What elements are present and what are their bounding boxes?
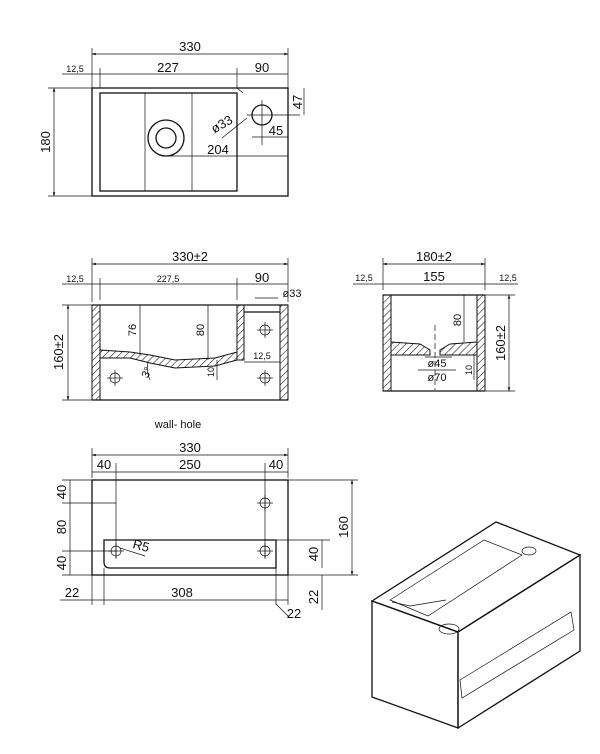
iso-top-face <box>372 522 580 632</box>
top-view-outline <box>92 88 288 196</box>
dim-height: 160 <box>336 516 351 538</box>
dim-right-width: 90 <box>254 60 270 75</box>
dim-slot-length: 308 <box>171 585 193 600</box>
wall-hole-title: wall- hole <box>154 419 202 431</box>
dim-tap-diameter: ø33 <box>208 112 236 137</box>
mount-hole-symbol <box>257 543 273 559</box>
dim-height: 160±2 <box>493 324 508 362</box>
side-section <box>353 249 518 391</box>
dim-overall-width: 330 <box>179 39 201 54</box>
dim-hole-spacing: 250 <box>179 457 201 472</box>
dim-tap-offset: 47 <box>290 94 305 110</box>
dim-bottom-thickness: 10 <box>464 364 474 376</box>
iso-tap-hole <box>522 547 536 555</box>
mount-hole-symbol <box>257 495 273 511</box>
side-bottom-hatch-left <box>391 342 430 355</box>
dim-drain-offset: 204 <box>207 142 229 157</box>
dim-left-margin: 22 <box>64 585 80 600</box>
left-wall-hatch <box>92 305 100 400</box>
dim-top-offset: 40 <box>54 484 69 500</box>
dim-bottom-margin: 22 <box>306 589 321 605</box>
dim-left-wall: 12,5 <box>355 273 373 283</box>
dim-left-margin: 12,5 <box>66 64 84 74</box>
dim-wall-thickness: 12,5 <box>253 351 271 361</box>
dim-height: 160±2 <box>51 333 66 371</box>
drain-outer-circle <box>148 120 184 156</box>
dim-basin-width: 227 <box>157 60 179 75</box>
dim-basin-width: 227,5 <box>156 274 180 284</box>
iso-side-face <box>458 555 580 728</box>
iso-basin-inner <box>392 600 446 606</box>
dim-depth: 180 <box>38 131 53 153</box>
dim-middle-spacing: 80 <box>54 519 69 535</box>
dim-basin-depth-right: 80 <box>195 323 207 337</box>
dim-right-width: 90 <box>254 270 270 285</box>
dim-right-margin: 22 <box>286 606 302 621</box>
side-bottom-hatch-right <box>440 342 477 355</box>
wall-hole-outline <box>92 480 288 575</box>
dim-slope: 3° <box>139 365 155 381</box>
dim-slot-radius: R5 <box>131 536 152 556</box>
dim-basin-depth: 80 <box>452 313 464 327</box>
wall-hole-view <box>54 419 358 621</box>
dim-right-offset: 40 <box>268 457 284 472</box>
dim-left-offset: 40 <box>96 457 112 472</box>
basin-bottom-hatch <box>100 350 237 368</box>
front-section <box>51 249 301 400</box>
dim-tap-from-edge: 45 <box>268 123 284 138</box>
iso-front-face <box>372 601 458 728</box>
right-wall-hatch <box>280 305 288 400</box>
dim-left-margin: 12,5 <box>66 274 84 284</box>
tap-block-hatch <box>237 305 244 360</box>
dim-basin-depth-left: 76 <box>127 323 139 337</box>
dim-inner-depth: 155 <box>423 269 445 284</box>
dim-drain-inner: ø45 <box>427 358 447 370</box>
drain-inner-circle <box>156 128 176 148</box>
side-left-wall-hatch <box>383 295 391 391</box>
dim-slot-height: 40 <box>306 546 321 562</box>
dim-overall-width: 330 <box>179 440 201 455</box>
dim-right-wall: 12,5 <box>499 273 517 283</box>
dim-tap-diameter: ø33 <box>282 288 302 300</box>
dim-drain-outer: ø70 <box>427 372 447 384</box>
iso-towel-slot <box>460 612 574 698</box>
dim-overall-width: 330±2 <box>171 249 209 264</box>
dim-overall-depth: 180±2 <box>415 249 453 264</box>
isometric-basin-view <box>372 522 580 728</box>
side-right-wall-hatch <box>477 295 485 391</box>
mount-hole-symbol <box>107 370 123 386</box>
mount-hole-symbol <box>257 370 273 386</box>
dim-bottom-thickness: 10 <box>206 366 216 378</box>
mount-hole-symbol <box>257 322 273 338</box>
dim-bottom-offset: 40 <box>54 555 69 571</box>
top-view <box>38 39 305 196</box>
wall-slot <box>104 540 276 568</box>
top-view-slope-line <box>237 88 243 93</box>
